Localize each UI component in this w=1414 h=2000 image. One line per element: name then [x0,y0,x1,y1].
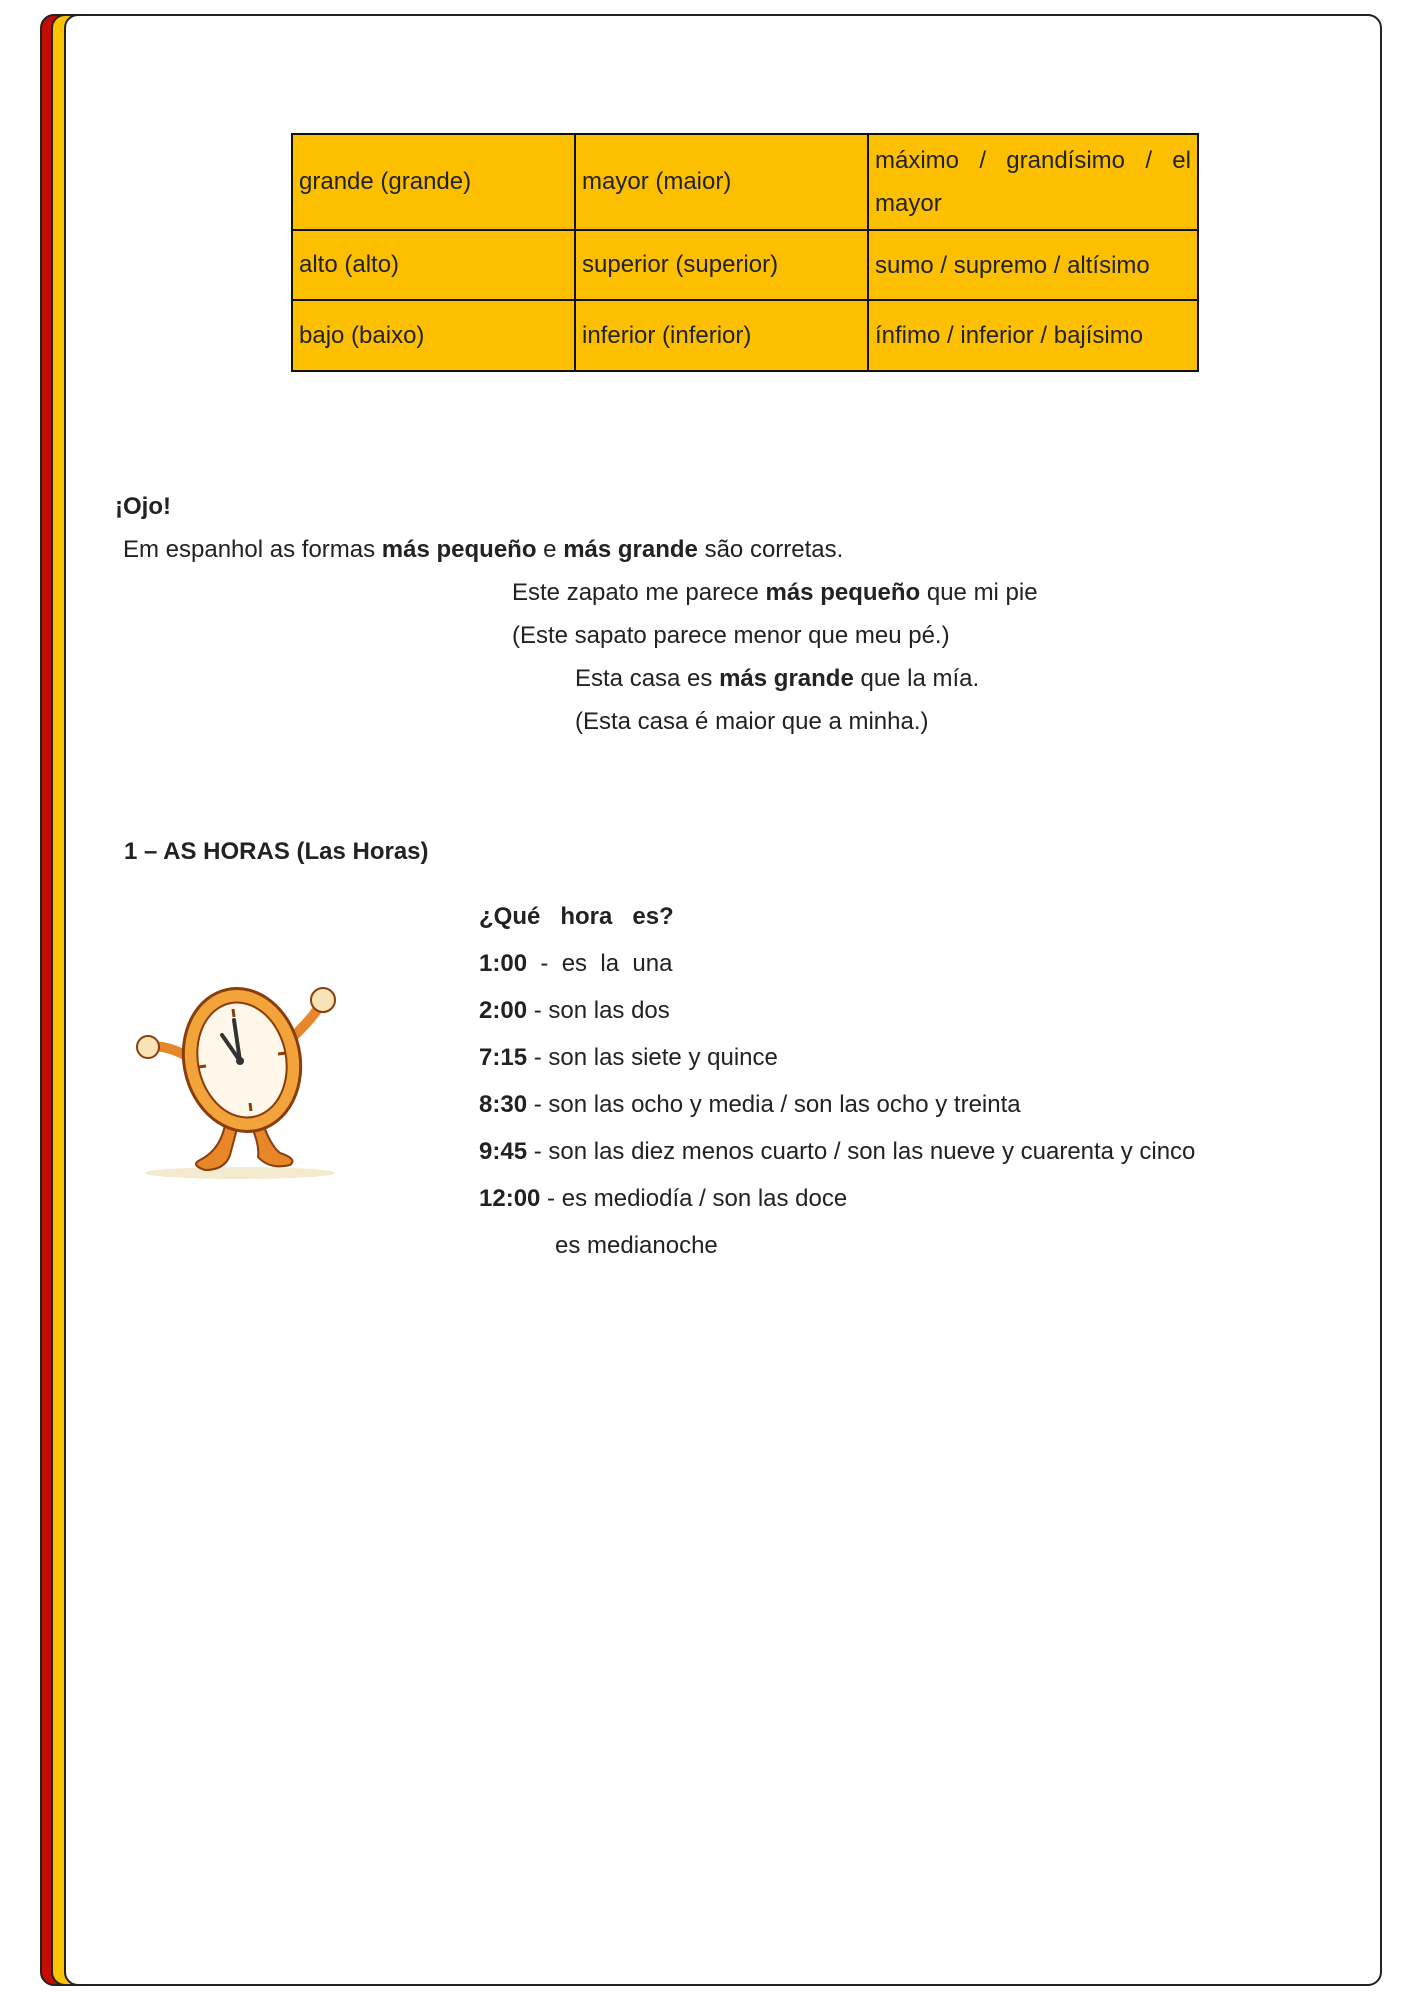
text: são corretas. [697,536,844,563]
cell-line: mayor [875,190,942,217]
table-cell: sumo / supremo / altísimo [868,230,1198,300]
time-value: 7:15 [479,1044,528,1071]
text: que la mía. [853,665,980,692]
shadow [145,1167,335,1179]
table-cell: inferior (inferior) [575,300,868,371]
example-1 [512,579,1038,607]
time-line [479,1091,1021,1119]
clock-center [236,1057,244,1065]
table-row [292,134,1198,230]
word: / [979,147,986,174]
bold-text: más pequeño [381,536,537,563]
walking-clock-illustration [130,975,350,1185]
left-leg [196,1125,238,1170]
time-text: - son las dos [527,997,670,1024]
midnight-line: es medianoche [555,1232,718,1259]
table-cell: bajo (baixo) [292,300,575,371]
time-value: 9:45 [479,1138,528,1165]
text: que mi pie [920,579,1038,606]
time-value: 8:30 [479,1091,528,1118]
table-cell: mayor (maior) [575,134,868,230]
table-cell: alto (alto) [292,230,575,300]
word: máximo [875,147,960,174]
text: Em espanhol as formas [123,536,382,563]
text: Esta casa es [575,665,720,692]
cell-line-justified [875,139,1191,182]
question: ¿Qué hora es? [479,903,674,930]
ojo-intro [123,536,843,564]
example-1-translation: (Este sapato parece menor que meu pé.) [512,622,950,649]
time-text: - son las diez menos cuarto / son las nueve y cuarenta y cinco [527,1138,1196,1165]
example-2 [575,665,979,693]
table-row [292,230,1198,300]
time-value: 12:00 [479,1185,541,1212]
example-2-translation: (Esta casa é maior que a minha.) [575,708,929,735]
word: grandísimo [1006,147,1126,174]
time-line [479,1138,1195,1166]
comparatives-table [291,133,1199,372]
right-glove [311,988,335,1012]
ojo-heading: ¡Ojo! [115,493,171,520]
table-cell: ínfimo / inferior / bajísimo [868,300,1198,371]
table-row [292,300,1198,371]
table-cell: superior (superior) [575,230,868,300]
table-cell [868,134,1198,230]
time-text: - son las siete y quince [527,1044,778,1071]
time-text: - es la una [527,950,673,977]
left-glove [137,1036,159,1058]
time-line [479,950,672,978]
bold-text: más pequeño [765,579,921,606]
section-title: 1 – AS HORAS (Las Horas) [124,838,429,865]
bold-text: más grande [719,665,854,692]
word: / [1145,147,1152,174]
table-cell: grande (grande) [292,134,575,230]
word: el [1172,147,1191,174]
text: e [536,536,564,563]
time-text: - son las ocho y media / son las ocho y treinta [527,1091,1021,1118]
time-line [479,997,670,1025]
time-line [479,1185,847,1213]
text: Este zapato me parece [512,579,766,606]
time-line [479,1044,778,1072]
time-value: 2:00 [479,997,528,1024]
bold-text: más grande [563,536,698,563]
time-text: - es mediodía / son las doce [540,1185,848,1212]
time-value: 1:00 [479,950,528,977]
